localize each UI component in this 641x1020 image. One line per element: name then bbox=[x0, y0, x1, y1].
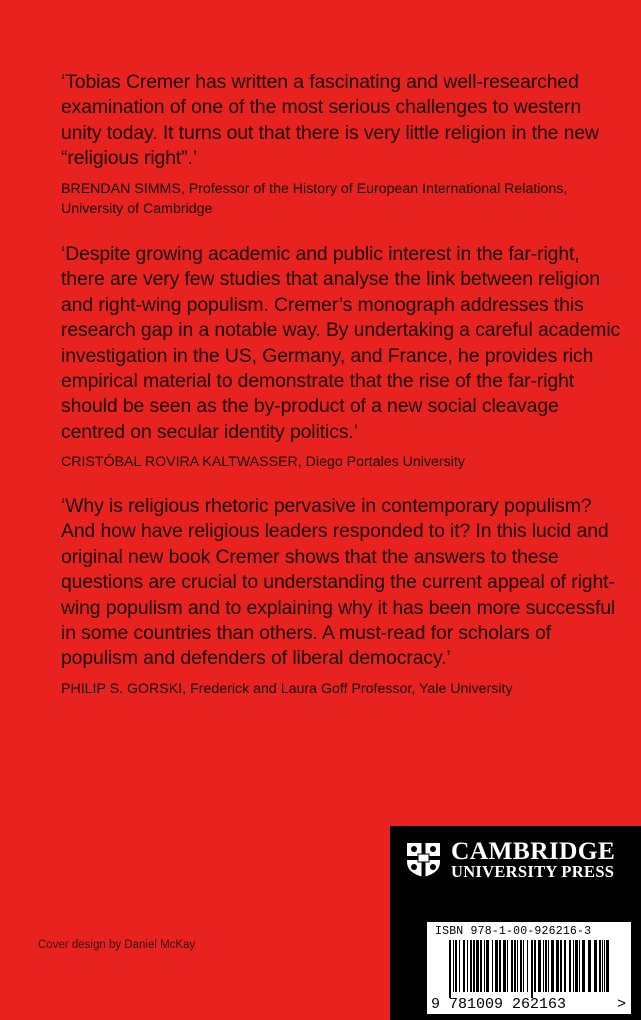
barcode-bar bbox=[492, 940, 493, 992]
barcode-bar bbox=[467, 940, 468, 992]
barcode-bar bbox=[604, 940, 605, 992]
barcode-bar bbox=[511, 940, 513, 992]
barcode-bar bbox=[495, 940, 498, 992]
barcode-bar bbox=[579, 940, 580, 992]
barcode-bar bbox=[548, 940, 549, 992]
barcode-bar bbox=[449, 940, 451, 998]
blurb-kaltwasser bbox=[61, 242, 621, 472]
cover-credit: Cover design by Daniel McKay bbox=[38, 939, 196, 951]
barcode-bar bbox=[564, 940, 566, 992]
barcode-bar bbox=[594, 940, 597, 992]
barcode-bar bbox=[551, 940, 554, 992]
quote-text: ‘Why is religious rhetoric pervasive in contemporary populism? And how have religious leaders responded to it? In this lucid and original new book Cremer shows that the answers to these questions are crucial to understanding the current appeal of right-wing populism and to explaining why it has been more successful in some countries than others. A must-read for scholars of populism and defenders of liberal democracy.’ bbox=[61, 495, 616, 670]
barcode-bar bbox=[455, 940, 457, 992]
barcode-bar bbox=[473, 940, 475, 992]
barcode-bar bbox=[523, 940, 524, 992]
barcode-bar bbox=[588, 940, 591, 992]
barcode-bar bbox=[486, 940, 489, 992]
blurb-simms bbox=[61, 70, 621, 219]
barcode-bar bbox=[514, 940, 516, 992]
barcode-box bbox=[427, 922, 631, 1014]
publisher-subtitle: UNIVERSITY PRESS bbox=[451, 862, 615, 881]
quote-text: ‘Despite growing academic and public interest in the far-right, there are very few studies that analyse the link between religion and right-wing populism. Cremer’s monograph addresses this research gap in a notable way. By undertaking a careful academic investigation in the US, Germany, and France, he provides rich empirical material to demonstrate that the rise of the far-right should be seen as the by-product of a new social cleavage centred on secular identity politics.’ bbox=[61, 243, 621, 443]
barcode-bar bbox=[453, 940, 454, 992]
barcode-bar bbox=[543, 940, 544, 992]
barcode-bar bbox=[499, 940, 501, 992]
barcode-bar bbox=[484, 940, 485, 992]
publisher-name: CAMBRIDGE bbox=[451, 836, 616, 865]
barcode-bar bbox=[560, 940, 562, 992]
barcode-bar bbox=[606, 940, 609, 992]
attribution-name: PHILIP S. GORSKI bbox=[61, 680, 183, 697]
attribution bbox=[61, 179, 621, 219]
barcode-digits: 9 781009 262163 bbox=[431, 996, 567, 1013]
blurb-gorski bbox=[61, 494, 621, 699]
attribution bbox=[61, 452, 621, 472]
barcode-bar bbox=[534, 940, 536, 992]
barcode-bar bbox=[573, 940, 574, 992]
barcode-bar bbox=[476, 940, 479, 992]
barcode-bar bbox=[507, 940, 508, 992]
publisher-logo bbox=[406, 838, 615, 881]
attribution-name: BRENDAN SIMMS bbox=[61, 180, 181, 197]
barcode-bar bbox=[602, 940, 603, 992]
cambridge-shield-icon bbox=[406, 842, 441, 878]
barcode-bar bbox=[503, 940, 506, 992]
attribution bbox=[61, 679, 621, 699]
attribution-affiliation: , Frederick and Laura Goff Professor, Yale University bbox=[182, 680, 513, 697]
isbn-label: ISBN 978-1-00-926216-3 bbox=[435, 925, 592, 938]
barcode-bar bbox=[545, 940, 547, 992]
barcode-bar bbox=[520, 940, 522, 992]
barcode-bar bbox=[531, 940, 533, 998]
barcode-bar bbox=[582, 940, 585, 992]
barcode-bar bbox=[463, 940, 465, 992]
barcode-bar bbox=[569, 940, 571, 992]
publisher-panel bbox=[390, 826, 641, 1020]
barcode-bar bbox=[556, 940, 559, 992]
barcode-bar bbox=[459, 940, 460, 992]
attribution-affiliation: , Professor of the History of European International Relations, University of Cambridge bbox=[61, 180, 568, 217]
barcode-bar bbox=[527, 940, 528, 992]
attribution-affiliation: , Diego Portales University bbox=[297, 454, 465, 471]
barcode-bar bbox=[517, 940, 518, 992]
barcode-bar bbox=[599, 940, 601, 992]
barcode-bar bbox=[470, 940, 472, 992]
barcode-bar bbox=[575, 940, 578, 992]
attribution-name: CRISTÓBAL ROVIRA KALTWASSER bbox=[61, 454, 298, 471]
barcode bbox=[427, 938, 631, 1014]
barcode-arrow: > bbox=[617, 996, 627, 1013]
barcode-bar bbox=[538, 940, 541, 992]
quote-text: ‘Tobias Cremer has written a fascinating and well-researched examination of one of the most serious challenges to western unity today. It turns out that there is very little religion in the new “religious right”.’ bbox=[61, 71, 599, 170]
barcode-bar bbox=[480, 940, 482, 992]
